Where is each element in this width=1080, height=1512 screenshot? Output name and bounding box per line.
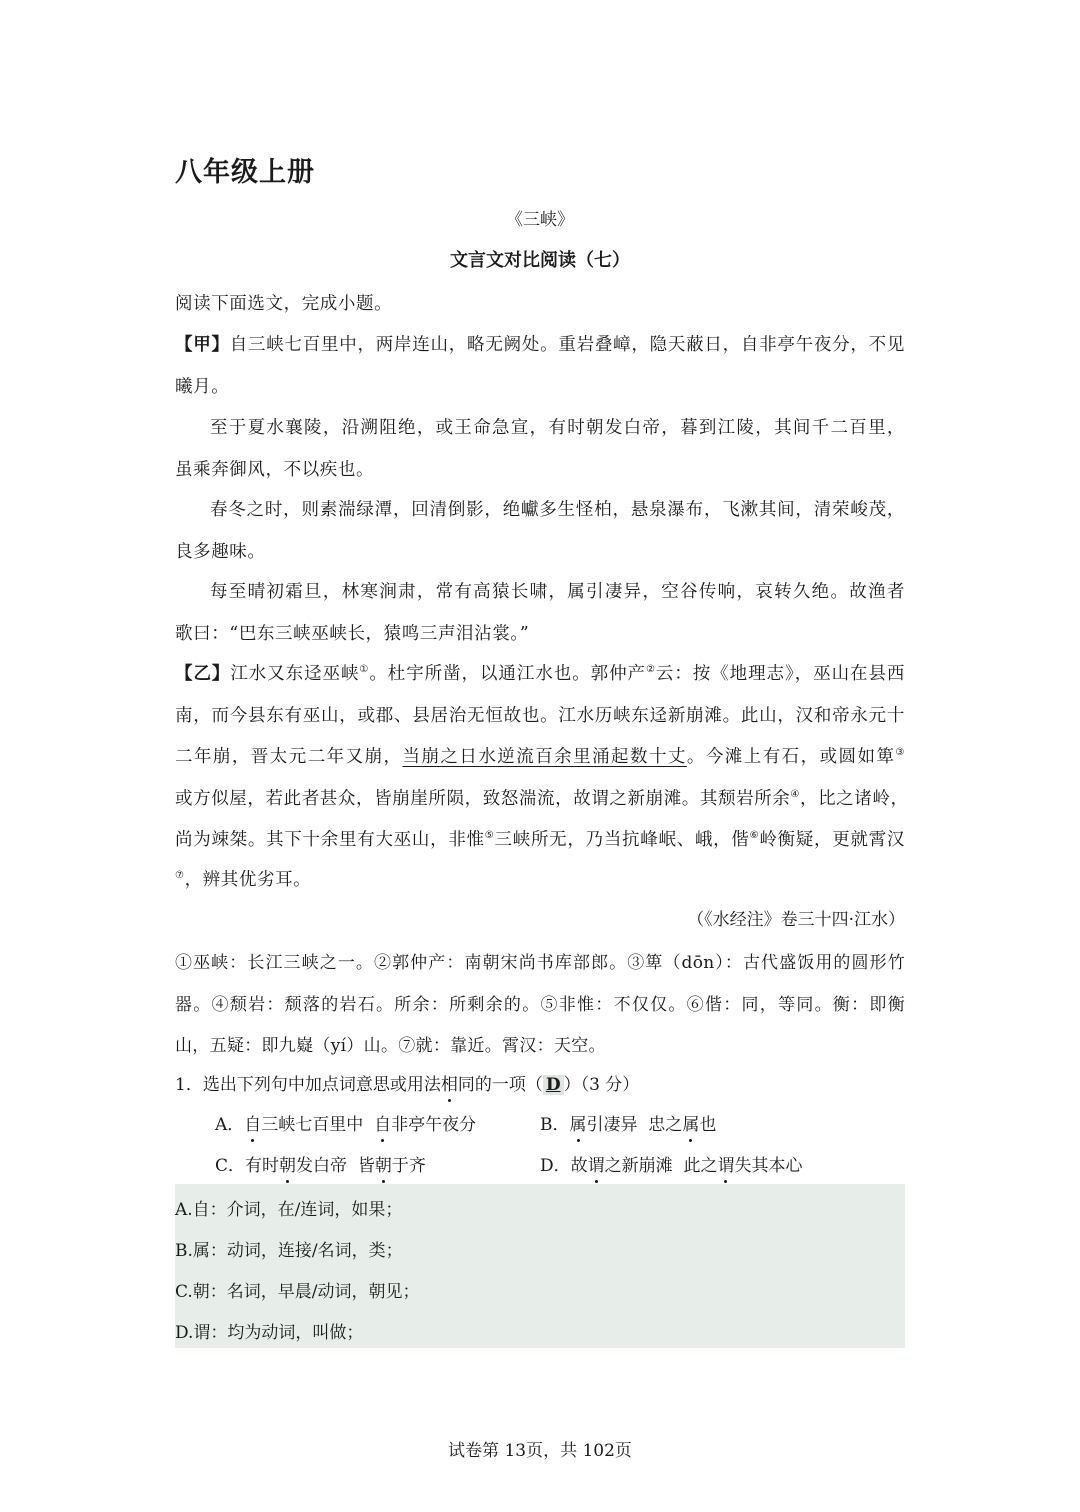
passage-b-tag: 【乙】 [175,664,231,684]
dotted-char: 相 [441,1070,458,1095]
option-b[interactable] [540,1110,716,1135]
passage-b-line [175,743,905,768]
passage-a-line: 虽乘奔御风，不以疾也。 [175,460,375,480]
dotted-char: 朝 [375,1151,392,1176]
option-text: 引凄异 忠之 [586,1115,683,1135]
footnote-ref: ⑥ [749,830,760,842]
explanation-line: D.谓：均为动词，叫做； [175,1323,364,1343]
option-text: 之新崩滩 此之 [604,1156,718,1176]
question-text: 1．选出下列句中加点词意思或用法 [175,1075,441,1095]
dotted-char: 自 [244,1110,261,1135]
option-text: 于齐 [391,1156,426,1176]
passage-a-line: 每至晴初霜旦，林寒涧肃，常有高猿长啸，属引凄异，空谷传响，哀转久绝。故渔者 [210,582,905,602]
lesson-title: 《三峡》 [506,210,574,230]
passage-b-text: 江水又东迳巫峡 [230,664,360,684]
option-text: 失其本心 [734,1156,803,1176]
page-footer: 试卷第 13页，共 102页 [448,1441,632,1461]
passage-b-text: ，比之诸岭， [799,789,909,809]
passage-b-line: 南，而今县东有巫山，或郡、县居治无恒故也。江水历峡东迳新崩滩。此山，汉和帝永元十 [175,706,905,726]
option-text: 三峡七百里中 [261,1115,375,1135]
passage-a-line: 良多趣味。 [175,542,266,562]
notes-line: 山，五疑：即九嶷（yí）山。⑦就：靠近。霄汉：天空。 [175,1036,606,1056]
option-text: 也 [699,1115,717,1135]
notes-line: ①巫峡：长江三峡之一。②郭仲产：南朝宋尚书库部郎。③箄（dōn）：古代盛饭用的圆形竹 [175,953,905,973]
option-c[interactable] [215,1151,426,1176]
passage-b-text: 。今滩上有石，或圆如箄 [686,747,896,767]
passage-a-line: 曦月。 [175,377,230,397]
option-label: A． [215,1115,245,1135]
instruction: 阅读下面选文，完成小题。 [175,294,393,314]
explanation-line: C.朝：名词，早晨/动词，朝见； [175,1282,420,1302]
grade-heading: 八年级上册 [175,157,315,188]
option-text: 非亭午夜分 [391,1115,477,1135]
dotted-char: 朝 [279,1151,296,1176]
explanation-line: B.属：动词，连接/名词，类； [175,1241,403,1261]
passage-b-text: ，辨其优劣耳。 [184,870,312,890]
passage-b-text: 三峡所无，乃当抗峰岷、峨，偕 [494,830,750,850]
option-a[interactable] [215,1110,476,1135]
option-text: 故 [570,1156,588,1176]
option-label: C． [215,1156,246,1176]
passage-b-text: 岭衡疑，更就霄汉 [759,830,905,850]
dotted-char: 谓 [588,1151,605,1176]
dotted-char: 谓 [717,1151,734,1176]
passage-b-line [175,826,905,851]
passage-b-line [175,785,909,810]
option-text: 发白帝 皆 [296,1156,375,1176]
exercise-title: 文言文对比阅读（七） [450,250,630,271]
footnote-ref: ⑤ [484,830,495,842]
option-label: D． [540,1156,571,1176]
passage-b-text: 云：按《地理志》，巫山在县西 [655,664,905,684]
passage-b-line [175,866,905,891]
passage-a-line: 至于夏水襄陵，沿溯阻绝，或王命急宣，有时朝发白帝，暮到江陵，其间千二百里， [210,418,905,438]
passage-b-text: 尚为竦桀。其下十余里有大巫山，非惟 [175,830,485,850]
option-d[interactable] [540,1151,802,1176]
question-text: 同的一项（ [457,1075,543,1095]
footnote-ref: ③ [895,747,905,759]
underlined-sentence: 当崩之日水逆流百余里涌起数十丈 [402,747,687,767]
dotted-char: 自 [374,1110,391,1135]
passage-b-text: 或方似屋，若此者甚众，皆崩崖所陨，致怒湍流，故谓之新崩滩。其颓岩所余 [175,789,791,809]
notes-line: 器。④颓岩：颓落的岩石。所余：所剩余的。⑤非惟：不仅仅。⑥偕：同，等同。衡：即衡 [175,995,905,1015]
passage-b-text: 二年崩，晋太元二年又崩， [175,747,403,767]
footnote-ref: ④ [790,789,800,801]
passage-a-text: 自三峡七百里中，两岸连山，略无阙处。重岩叠嶂，隐天蔽日，自非亭午夜分，不见 [229,335,905,355]
footnote-ref: ① [359,664,370,676]
passage-a-tag: 【甲】 [175,335,230,355]
passage-a-line: 歌曰：“巴东三峡巫峡长，猿鸣三声泪沾裳。” [175,624,530,644]
passage-b-line [175,660,905,685]
passage-a-line [175,331,905,356]
answer-explanation [175,1184,905,1348]
source-citation: （《水经注》卷三十四·江水） [687,910,905,930]
dotted-char: 属 [570,1110,587,1135]
footnote-ref: ② [645,664,656,676]
passage-b-text: 。杜宇所凿，以通江水也。郭仲产 [369,664,646,684]
passage-a-line: 春冬之时，则素湍绿潭，回清倒影，绝巘多生怪柏，悬泉瀑布，飞漱其间，清荣峻茂， [210,500,905,520]
explanation-line: A.自：介词，在/连词，如果； [175,1200,403,1220]
answer-box: D [543,1075,564,1095]
dotted-char: 属 [682,1110,699,1135]
footnote-ref: ⑦ [175,870,185,882]
option-label: B． [540,1115,570,1135]
option-text: 有时 [245,1156,280,1176]
question-text: ）（3 分） [563,1075,640,1095]
question-stem [175,1070,639,1095]
